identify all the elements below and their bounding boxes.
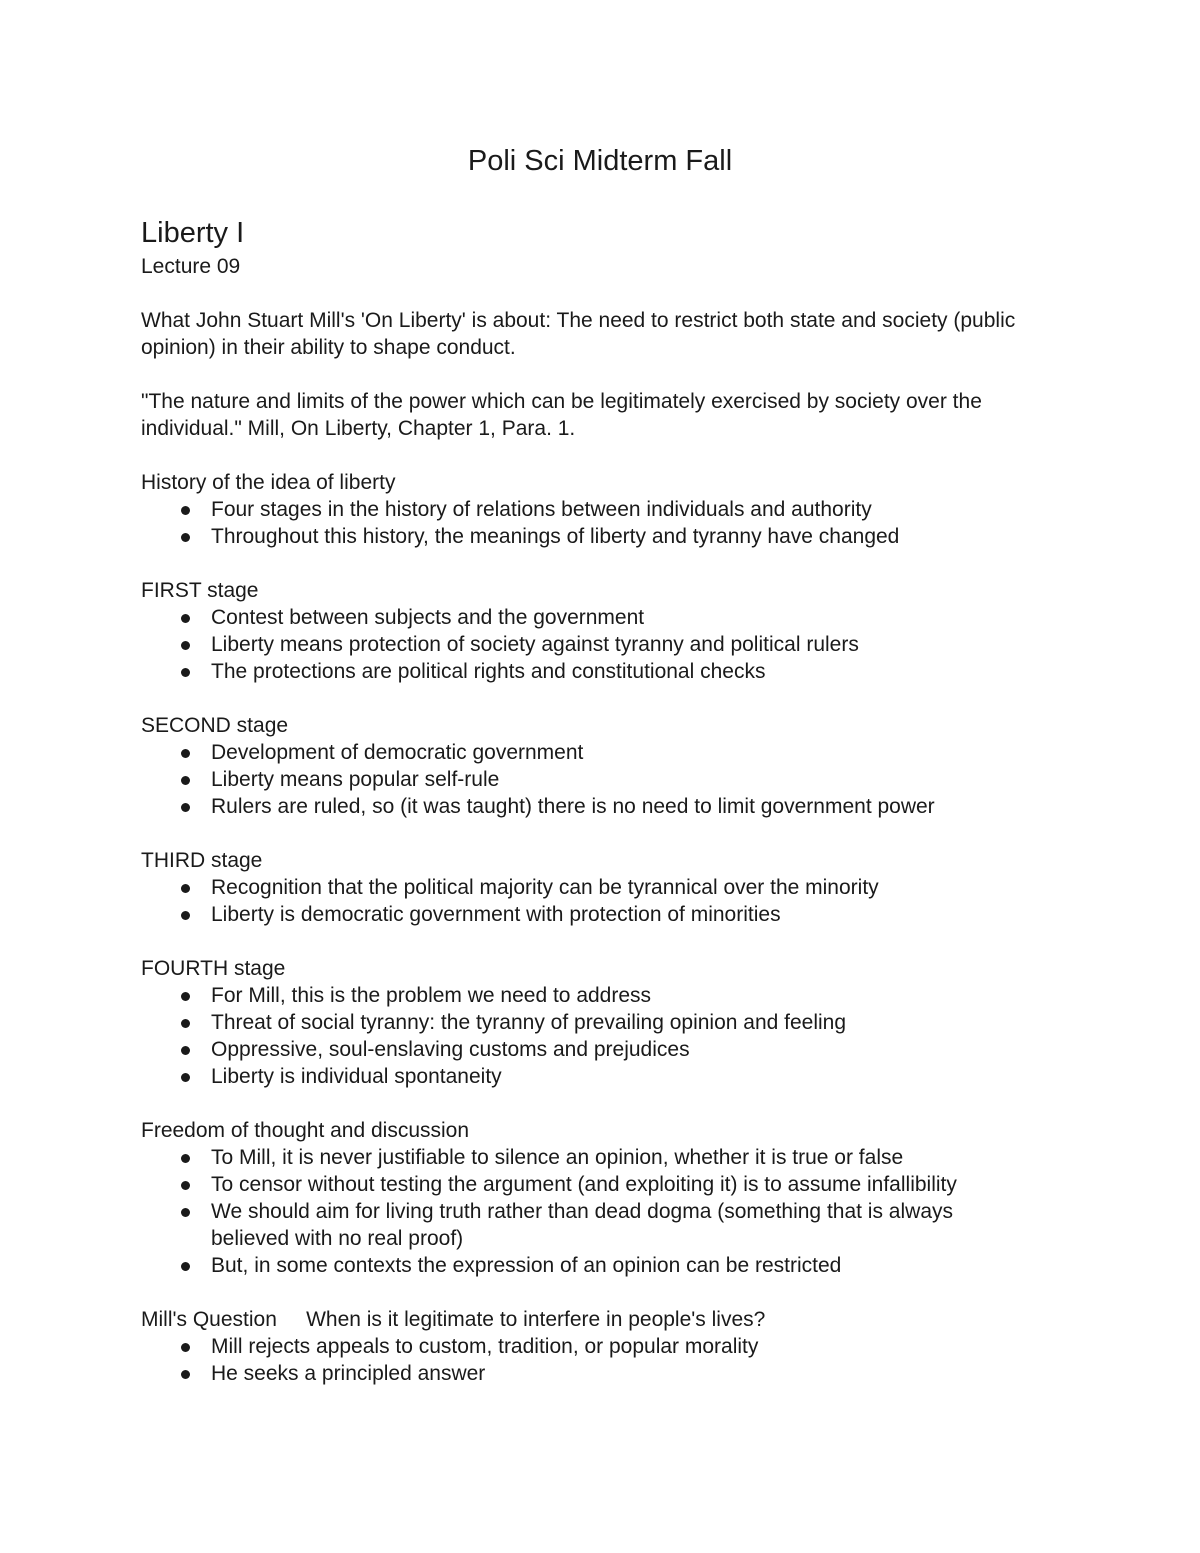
intro-paragraph: What John Stuart Mill's 'On Liberty' is about: The need to restrict both state and society (public opinion) in their ability to shape conduct.: [141, 309, 1016, 359]
mills-question-list: [141, 1333, 1061, 1387]
first-stage-list: [141, 604, 1061, 685]
list-item: Liberty means popular self-rule: [141, 766, 1061, 793]
list-item: Recognition that the political majority can be tyrannical over the minority: [141, 874, 1061, 901]
list-item: To censor without testing the argument (and exploiting it) is to assume infallibility: [141, 1171, 1061, 1198]
list-item: Throughout this history, the meanings of liberty and tyranny have changed: [141, 523, 1061, 550]
list-item: Liberty is individual spontaneity: [141, 1063, 1061, 1090]
list-item: Contest between subjects and the government: [141, 604, 1061, 631]
bullet-icon: [181, 533, 190, 542]
list-item: We should aim for living truth rather than dead dogma (something that is always believed with no real proof): [141, 1198, 991, 1252]
second-stage-list: [141, 739, 1061, 820]
quote-paragraph: "The nature and limits of the power which can be legitimately exercised by society over the individual." Mill, On Liberty, Chapter 1, Para. 1.: [141, 390, 982, 440]
bullet-icon: [181, 1370, 190, 1379]
lecture-number: Lecture 09: [141, 255, 241, 278]
fourth-stage-heading: FOURTH stage: [141, 957, 286, 980]
bullet-icon: [181, 614, 190, 623]
document-title: Poli Sci Midterm Fall: [467, 145, 733, 177]
list-item: Liberty is democratic government with protection of minorities: [141, 901, 1061, 928]
bullet-icon: [181, 1262, 190, 1271]
list-item: Development of democratic government: [141, 739, 1061, 766]
bullet-icon: [181, 506, 190, 515]
list-item: But, in some contexts the expression of an opinion can be restricted: [141, 1252, 1061, 1279]
mills-question-label: Mill's Question: [141, 1308, 277, 1331]
bullet-icon: [181, 1046, 190, 1055]
list-item: Threat of social tyranny: the tyranny of prevailing opinion and feeling: [141, 1009, 1061, 1036]
history-list: [141, 496, 1061, 550]
bullet-icon: [181, 1343, 190, 1352]
bullet-icon: [181, 749, 190, 758]
list-item: Rulers are ruled, so (it was taught) there is no need to limit government power: [141, 793, 1061, 820]
list-item: For Mill, this is the problem we need to address: [141, 982, 1061, 1009]
third-stage-heading: THIRD stage: [141, 849, 263, 872]
mills-question-text: When is it legitimate to interfere in people's lives?: [306, 1308, 766, 1331]
bullet-icon: [181, 1154, 190, 1163]
bullet-icon: [181, 992, 190, 1001]
bullet-icon: [181, 776, 190, 785]
first-stage-heading: FIRST stage: [141, 579, 259, 602]
third-stage-list: [141, 874, 1061, 928]
freedom-heading: Freedom of thought and discussion: [141, 1119, 470, 1142]
bullet-icon: [181, 641, 190, 650]
bullet-icon: [181, 884, 190, 893]
list-item: Oppressive, soul-enslaving customs and prejudices: [141, 1036, 1061, 1063]
list-item: The protections are political rights and constitutional checks: [141, 658, 1061, 685]
bullet-icon: [181, 911, 190, 920]
bullet-icon: [181, 1019, 190, 1028]
bullet-icon: [181, 803, 190, 812]
list-item: He seeks a principled answer: [141, 1360, 1061, 1387]
section-heading: Liberty I: [141, 217, 245, 249]
list-item: To Mill, it is never justifiable to silence an opinion, whether it is true or false: [141, 1144, 1061, 1171]
list-item: Four stages in the history of relations between individuals and authority: [141, 496, 1061, 523]
history-heading: History of the idea of liberty: [141, 471, 396, 494]
list-item: Mill rejects appeals to custom, tradition, or popular morality: [141, 1333, 1061, 1360]
second-stage-heading: SECOND stage: [141, 714, 289, 737]
fourth-stage-list: [141, 982, 1061, 1090]
document-content: [141, 213, 1061, 1387]
bullet-icon: [181, 1208, 190, 1217]
bullet-icon: [181, 668, 190, 677]
mills-question-line: [141, 1306, 1061, 1333]
bullet-icon: [181, 1073, 190, 1082]
list-item: Liberty means protection of society against tyranny and political rulers: [141, 631, 1061, 658]
freedom-list: [141, 1144, 1061, 1279]
bullet-icon: [181, 1181, 190, 1190]
